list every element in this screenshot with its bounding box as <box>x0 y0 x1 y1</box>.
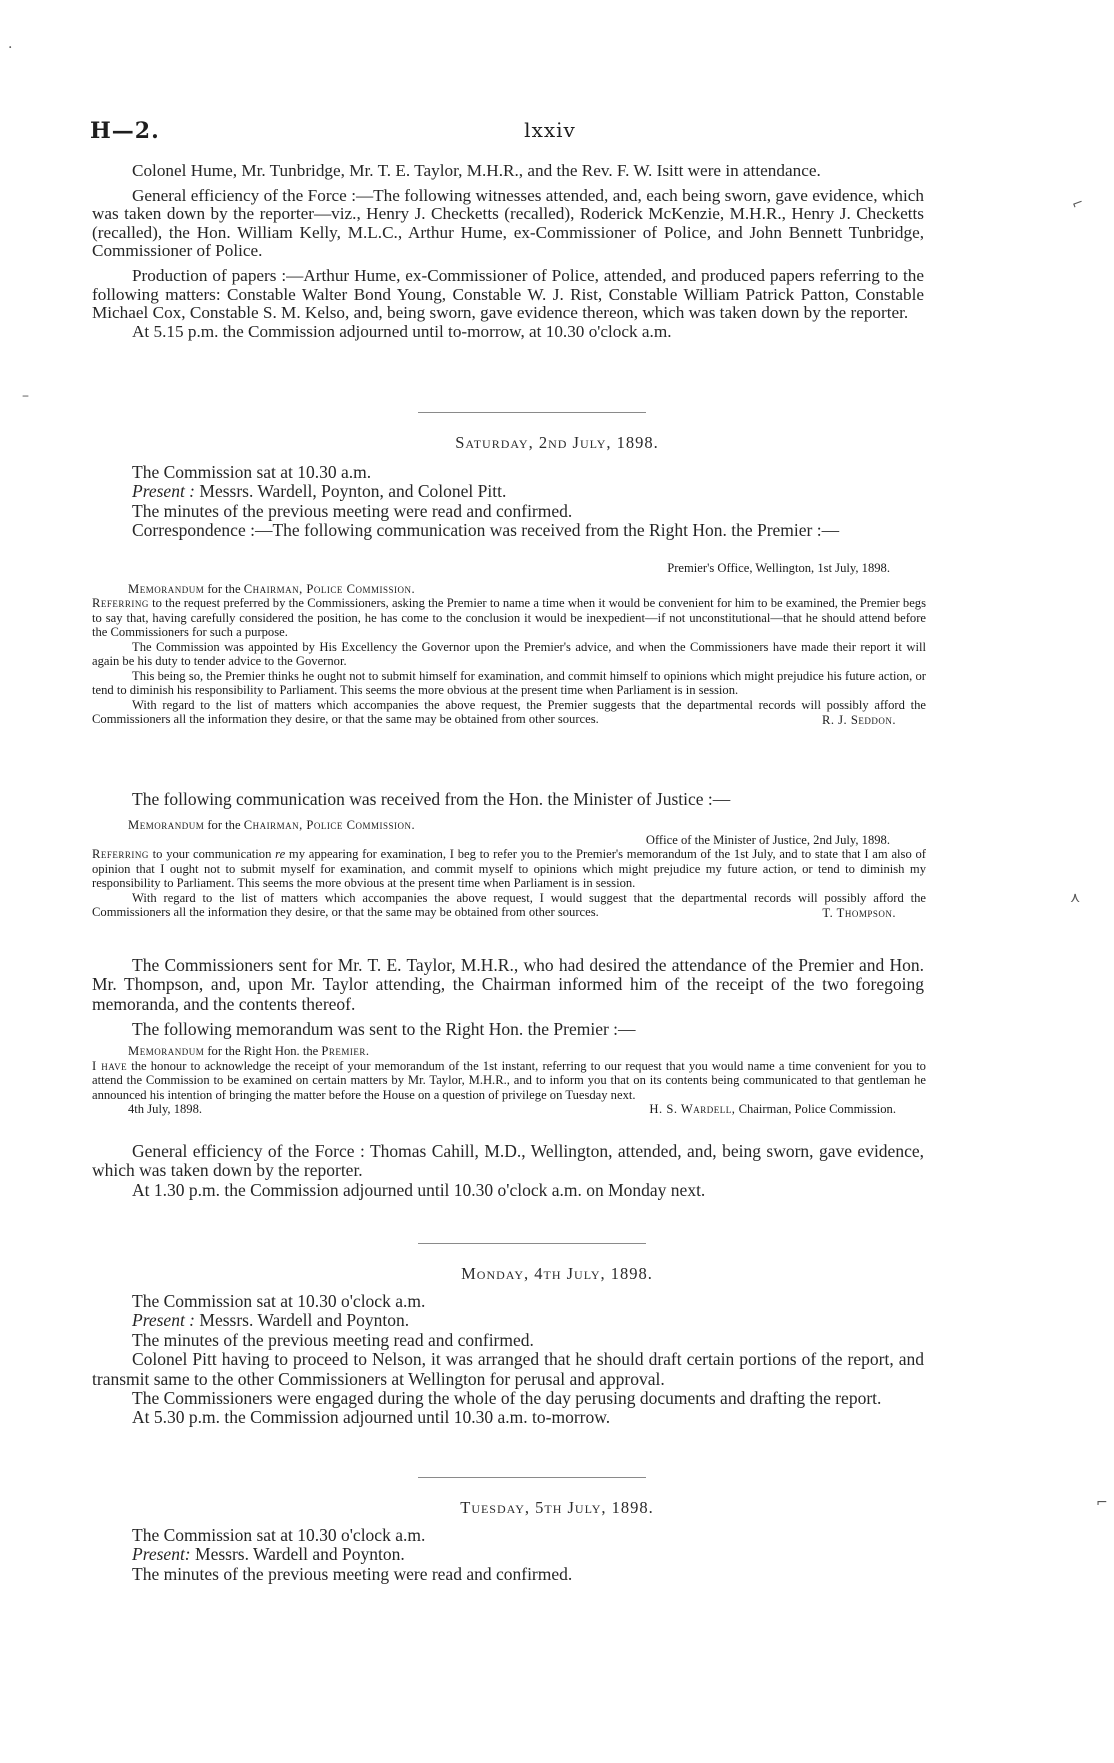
tue-minutes: The minutes of the previous meeting were read and confirmed. <box>132 1563 573 1584</box>
tuesday-heading: Tuesday, 5th July, 1898. <box>460 1498 654 1517</box>
justice-memo-label: Memorandum <box>128 818 205 832</box>
page-header <box>90 118 1010 148</box>
chairman-memo-to: for the Right Hon. the <box>204 1044 322 1058</box>
cahill-paragraph: General efficiency of the Force : Thomas Cahill, M.D., Wellington, attended, and, being sworn, gave evidence, which was taken down by the reporter. <box>92 1141 924 1181</box>
justice-memo-heading <box>92 818 926 833</box>
mon-pitt: Colonel Pitt having to proceed to Nelson, it was arranged that he should draft certain portions of the report, and transmit same to the other Commissioners at Wellington for perusal and approval. <box>92 1349 924 1389</box>
scan-corner-mark: ⌐ <box>1096 1495 1108 1511</box>
attendance-paragraph: Colonel Hume, Mr. Tunbridge, Mr. T. E. Taylor, M.H.R., and the Rev. F. W. Isitt were in attendance. <box>132 161 821 180</box>
justice-text-1a: to your communication <box>148 847 276 861</box>
tue-present <box>92 1545 924 1564</box>
chairman-memo-label: Memorandum <box>128 1044 205 1058</box>
mon-present-label: Present : <box>132 1310 196 1331</box>
monday-heading: Monday, 4th July, 1898. <box>461 1264 653 1283</box>
justice-memo-chairman: Chairman, Police Commission. <box>243 818 416 832</box>
scan-dash-mark: – <box>22 388 29 404</box>
mon-engaged: The Commissioners were engaged during the whole of the day perusing documents and drafting the report. <box>132 1388 882 1409</box>
premier-signature: R. J. Seddon. <box>821 712 896 727</box>
chairman-name: H. S. Wardell, <box>649 1102 736 1116</box>
memo-heading <box>92 582 926 597</box>
page-number: lxxiv <box>524 118 576 142</box>
justice-signature: T. Thompson. <box>822 905 896 920</box>
justice-memorandum <box>92 818 926 920</box>
section-divider <box>418 1477 646 1478</box>
chairman-signature <box>649 1102 896 1117</box>
mon-present-names: Messrs. Wardell and Poynton. <box>195 1310 410 1331</box>
chairman-memo-heading <box>92 1044 926 1059</box>
justice-text-1b: my appearing for examination, I beg to refer you to the Premier's memorandum of the 1st July, and to state that I am also of opinion that I ought not to submit myself for examination, and commit myself to opinions which might prejudice my future action, or tend to diminish my responsibility to Parliament. This seems the more obvious at the present time when Parliament is in session. <box>92 847 926 890</box>
tue-time: The Commission sat at 10.30 o'clock a.m. <box>132 1525 426 1545</box>
chairman-memo-date: 4th July, 1898. <box>128 1102 203 1116</box>
chairman-memorandum <box>92 1044 926 1117</box>
chairman-signature-line <box>92 1102 926 1117</box>
memo-lead-word: Referring <box>92 596 149 610</box>
justice-intro-text: The following communication was received from the Hon. the Minister of Justice :— <box>132 789 731 809</box>
tue-present-names: Messrs. Wardell and Poynton. <box>190 1544 405 1565</box>
present-names: Messrs. Wardell, Poynton, and Colonel Pitt. <box>195 481 507 502</box>
taylor-paragraph: The Commissioners sent for Mr. T. E. Taylor, M.H.R., who had desired the attendance of the Premier and Hon. Mr. Thompson, and, upon Mr. Taylor attending, the Chairman informed him of the receipt of the two foregoing memoranda, and the contents thereof. <box>92 955 924 1014</box>
sat-correspondence: Correspondence :—The following communication was received from the Right Hon. the Premier :— <box>132 520 840 541</box>
mon-minutes: The minutes of the previous meeting read and confirmed. <box>132 1329 534 1350</box>
saturday-closing <box>92 1142 924 1200</box>
section-code: H—2. <box>90 118 160 144</box>
scan-arrow-mark: ⋏ <box>1070 890 1081 906</box>
saturday-heading: Saturday, 2nd July, 1898. <box>455 433 659 452</box>
chairman-text-1: the honour to acknowledge the receipt of your memorandum of the 1st instant, referring to our request that you would name a time convenient for you to attend the Commission to be examined on certain matters by Mr. Taylor, M.H.R., and to inform you that on its contents being communicated to that gentleman he announced his intention of bringing the matter before the House on a question of privilege on Tuesday next. <box>92 1058 926 1102</box>
sat-minutes: The minutes of the previous meeting were read and confirmed. <box>132 500 573 521</box>
chairman-memo-premier: Premier. <box>321 1044 370 1058</box>
chairman-lead-word: I have <box>92 1058 128 1073</box>
premier-office-line: Premier's Office, Wellington, 1st July, 1898. <box>667 561 890 575</box>
tue-present-label: Present: <box>132 1544 191 1565</box>
justice-memo-to: for the <box>204 818 244 832</box>
mon-present <box>92 1311 924 1330</box>
tuesday-section <box>92 1526 924 1584</box>
memo-text-1: to the request preferred by the Commissioners, asking the Premier to name a time when it would be convenient for him to be examined, the Premier begs to say that, having carefully considered the position, he has come to the conclusion it would be inexpedient—if not unconstitutional—that he should attend before the Commissioners for such a purpose. <box>92 596 926 639</box>
justice-re: re <box>275 847 286 861</box>
memo-chairman: Chairman, Police Commission. <box>243 581 416 596</box>
sent-intro: The following memorandum was sent to the Right Hon. the Premier :— <box>132 1019 636 1040</box>
justice-paragraph-2: With regard to the list of matters which accompanies the above request, I would suggest that the departmental records will possibly afford the Commissioners all the information they desire, or that the same may be obtained from other sources. <box>92 890 926 919</box>
memo-label: Memorandum <box>128 581 205 596</box>
papers-paragraph: Production of papers :—Arthur Hume, ex-Commissioner of Police, attended, and produced papers referring to the following matters: Constable Walter Bond Young, Constable W. J. Rist, Constable William Patrick Patton, Constable Michael Cox, Constable S. M. Kelso, and, being sworn, gave evidence thereon, which was taken down by the reporter. <box>92 265 924 323</box>
justice-intro <box>92 790 924 809</box>
saturday-adjourn: At 1.30 p.m. the Commission adjourned until 10.30 o'clock a.m. on Monday next. <box>132 1179 706 1200</box>
efficiency-paragraph: General efficiency of the Force :—The following witnesses attended, and, each being sworn, gave evidence, which was taken down by the reporter—viz., Henry J. Checketts (recalled), Roderick McKenzie, M.H.R., Henry J. Checketts (recalled), the Hon. William Kelly, M.L.C., Arthur Hume, ex-Commissioner of Police, and John Bennett Tunbridge, Commissioner of Police. <box>92 185 924 261</box>
mon-time: The Commission sat at 10.30 o'clock a.m. <box>132 1291 426 1311</box>
memo-paragraph-1 <box>92 596 926 640</box>
top-section <box>92 162 924 341</box>
scan-edge-mark: ⌐ <box>1069 194 1087 214</box>
justice-office-line: Office of the Minister of Justice, 2nd July, 1898. <box>645 832 890 847</box>
justice-lead-word: Referring <box>92 847 149 861</box>
taylor-section <box>92 956 924 1040</box>
sat-present <box>92 482 924 501</box>
sat-time: The Commission sat at 10.30 a.m. <box>132 462 372 482</box>
adjourn-paragraph: At 5.15 p.m. the Commission adjourned until to-morrow, at 10.30 o'clock a.m. <box>132 321 672 341</box>
mon-adjourn: At 5.30 p.m. the Commission adjourned until 10.30 a.m. to-morrow. <box>132 1407 611 1428</box>
memo-paragraph-2: The Commission was appointed by His Excellency the Governor upon the Premier's advice, and when the Commissioners have made their report it will again be his duty to tender advice to the Governor. <box>92 639 926 668</box>
memo-to: for the <box>204 581 244 596</box>
premier-memorandum <box>92 561 926 727</box>
chairman-role: Chairman, Police Commission. <box>735 1102 896 1116</box>
section-divider <box>418 1243 646 1244</box>
chairman-paragraph-1 <box>92 1059 926 1103</box>
scan-dot-mark: · <box>8 40 13 56</box>
memo-paragraph-4: With regard to the list of matters which accompanies the above request, the Premier suggests that the departmental records will possibly afford the Commissioners all the information they desire, or that the same may be obtained from other sources. <box>92 697 926 726</box>
saturday-opening <box>92 463 924 541</box>
present-label: Present : <box>132 481 196 502</box>
section-divider <box>418 412 646 413</box>
monday-section <box>92 1292 924 1428</box>
justice-paragraph-1 <box>92 847 926 891</box>
memo-paragraph-3: This being so, the Premier thinks he ought not to submit himself for examination, and commit himself to opinions which might prejudice his future action, or tend to diminish his responsibility to Parliament. This seems the more obvious at the present time when Parliament is in session. <box>92 668 926 697</box>
